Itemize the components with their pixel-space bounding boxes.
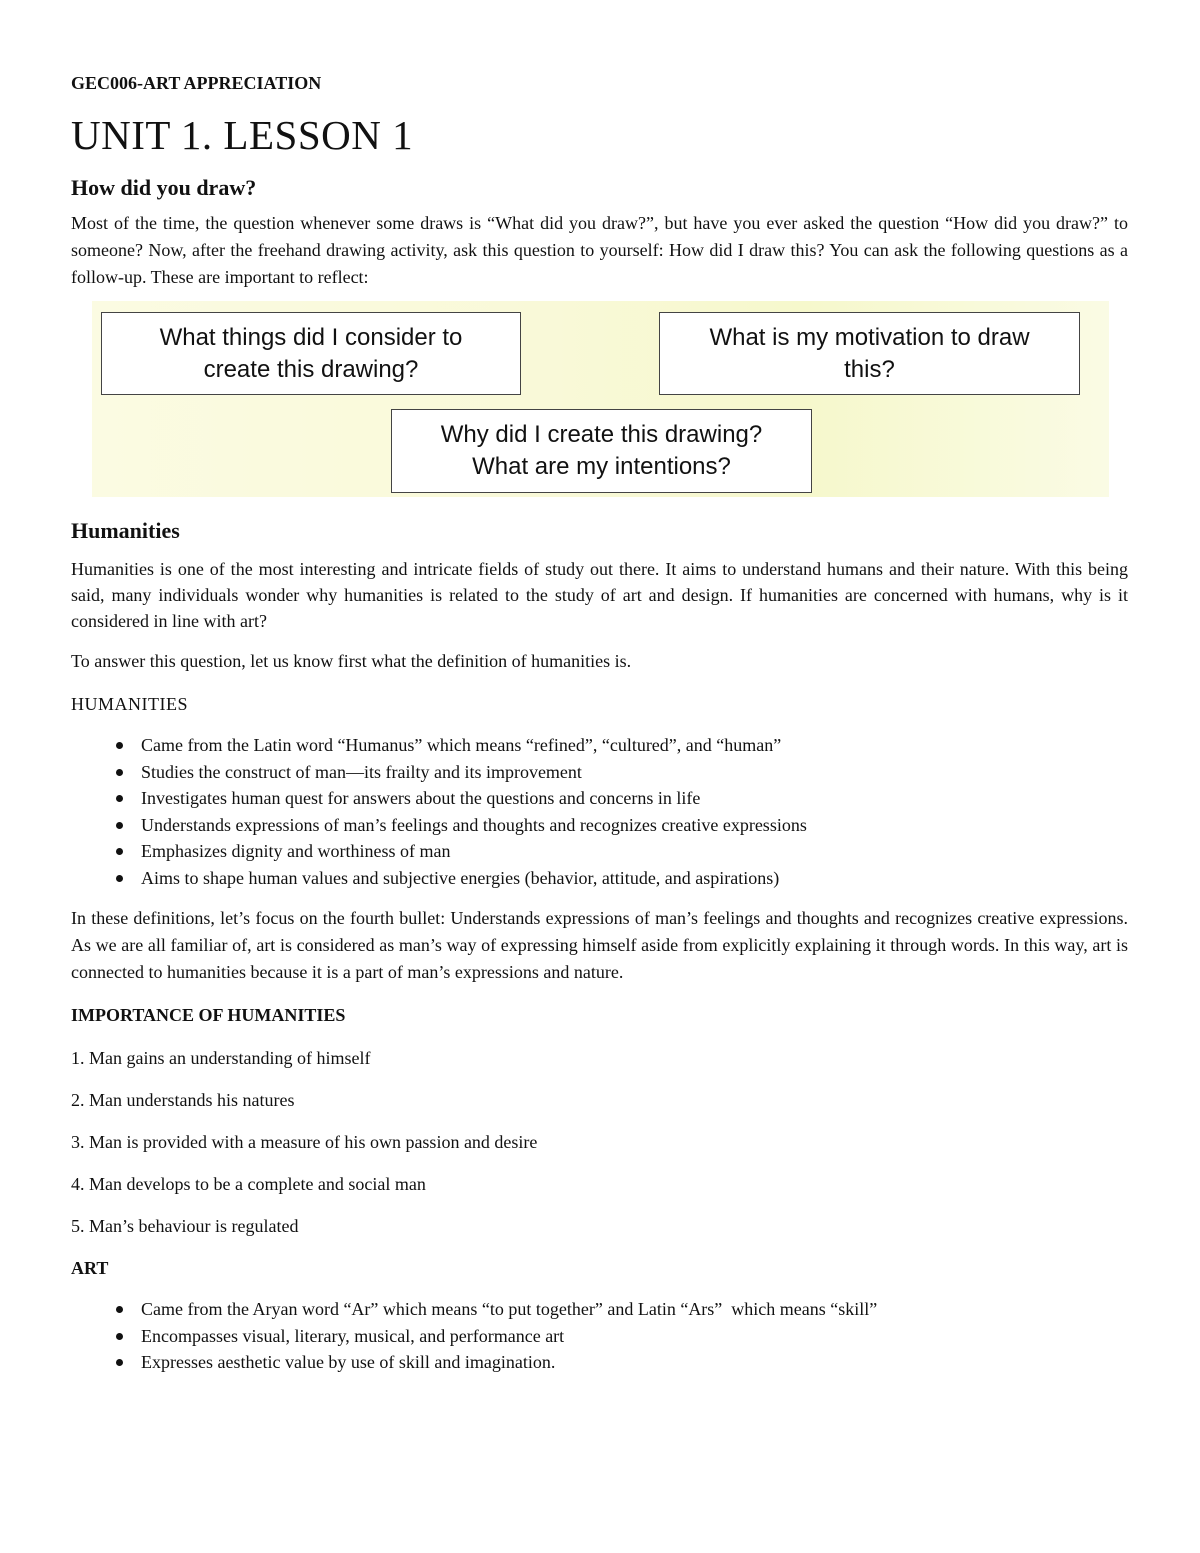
list-item bbox=[71, 785, 1128, 812]
heading-importance-of-humanities: IMPORTANCE OF HUMANITIES bbox=[71, 1005, 346, 1025]
humanities-question-paragraph: To answer this question, let us know first what the definition of humanities is. bbox=[71, 651, 632, 671]
bullet-icon bbox=[116, 769, 123, 776]
question-text: this? bbox=[844, 355, 895, 383]
humanities-definition-list bbox=[71, 732, 1128, 891]
numbered-item: 4. Man develops to be a complete and social man bbox=[71, 1174, 426, 1194]
list-item bbox=[71, 759, 1128, 786]
question-text: What are my intentions? bbox=[472, 453, 731, 480]
intro-paragraph: Most of the time, the question whenever some draws is “What did you draw?”, but have you ever asked the question “How did you draw?” to someone? Now, after the freehand drawing activity, ask this question to yourself: How did I draw this? You can ask the following questions as a follow-up. These are important to reflect: bbox=[71, 213, 1128, 287]
heading-art: ART bbox=[71, 1258, 109, 1278]
document-page bbox=[71, 70, 1128, 1376]
heading-humanities: Humanities bbox=[71, 518, 180, 543]
bullet-icon bbox=[116, 742, 123, 749]
list-item-text: Emphasizes dignity and worthiness of man bbox=[141, 841, 451, 861]
reflection-questions-diagram bbox=[92, 301, 1109, 497]
bullet-icon bbox=[116, 1333, 123, 1340]
list-item bbox=[71, 1323, 1128, 1350]
bullet-icon bbox=[116, 795, 123, 802]
question-text: create this drawing? bbox=[203, 355, 419, 383]
question-box-intentions bbox=[391, 409, 812, 493]
course-code: GEC006-ART APPRECIATION bbox=[71, 73, 322, 93]
list-item bbox=[71, 1296, 1128, 1323]
question-text: What is my motivation to draw bbox=[709, 323, 1030, 351]
list-item bbox=[71, 732, 1128, 759]
bullet-icon bbox=[116, 1306, 123, 1313]
list-item-text: Understands expressions of man’s feelings and thoughts and recognizes creative expressions bbox=[141, 814, 807, 835]
question-text: Why did I create this drawing? bbox=[440, 421, 763, 448]
list-item-text: Came from the Latin word “Humanus” which means “refined”, “cultured”, and “human” bbox=[141, 735, 782, 755]
focus-paragraph: In these definitions, let’s focus on the fourth bullet: Understands expressions of man’s feelings and thoughts and recognizes creative expressions. As we are all familiar of, art is considered as man’s way of expressing himself aside from explicitly explaining it through words. In this way, art is connected to humanities because it is a part of man’s expressions and nature. bbox=[71, 908, 1128, 982]
list-item-text: Came from the Aryan word “Ar” which means “to put together” and Latin “Ars” which means “skill” bbox=[141, 1299, 878, 1319]
numbered-item: 3. Man is provided with a measure of his own passion and desire bbox=[71, 1132, 538, 1152]
humanities-paragraph: Humanities is one of the most interesting and intricate fields of study out there. It aims to understand humans and their nature. With this being said, many individuals wonder why humanities is related to the study of art and design. If humanities are concerned with humans, why is it considered in line with art? bbox=[71, 559, 1128, 631]
list-item-text: Studies the construct of man—its frailty and its improvement bbox=[141, 761, 582, 782]
bullet-icon bbox=[116, 875, 123, 882]
list-item bbox=[71, 812, 1128, 839]
bullet-icon bbox=[116, 1359, 123, 1366]
list-item-text: Expresses aesthetic value by use of skill and imagination. bbox=[141, 1352, 556, 1372]
question-text: What things did I consider to bbox=[159, 323, 463, 351]
list-item-text: Encompasses visual, literary, musical, and performance art bbox=[141, 1325, 565, 1346]
bullet-icon bbox=[116, 848, 123, 855]
numbered-item: 1. Man gains an understanding of himself bbox=[71, 1048, 371, 1068]
list-item-text: Investigates human quest for answers about the questions and concerns in life bbox=[141, 788, 701, 808]
numbered-item: 2. Man understands his natures bbox=[71, 1090, 295, 1110]
bullet-icon bbox=[116, 822, 123, 829]
numbered-item: 5. Man’s behaviour is regulated bbox=[71, 1216, 299, 1236]
list-item-text: Aims to shape human values and subjective energies (behavior, attitude, and aspirations) bbox=[141, 867, 780, 888]
list-item bbox=[71, 865, 1128, 892]
heading-how-did-you-draw: How did you draw? bbox=[71, 175, 257, 200]
art-definition-list bbox=[71, 1296, 1128, 1376]
humanities-label: HUMANITIES bbox=[71, 694, 188, 714]
list-item bbox=[71, 1349, 1128, 1376]
list-item bbox=[71, 838, 1128, 865]
unit-title: UNIT 1. LESSON 1 bbox=[71, 112, 414, 158]
question-box-motivation bbox=[659, 312, 1080, 395]
question-box-considerations bbox=[101, 312, 521, 395]
